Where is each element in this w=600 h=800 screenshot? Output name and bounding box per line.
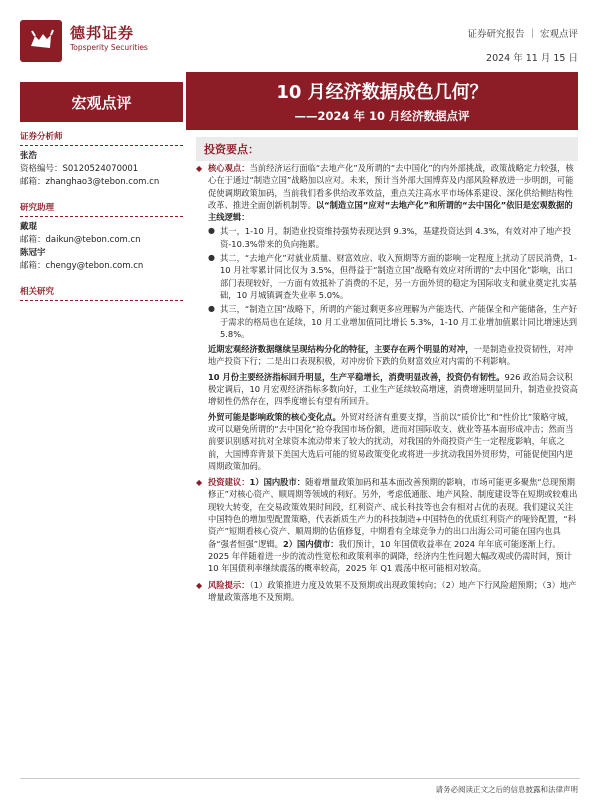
risk-text: （1）政策推进力度及效果不及预期或出现政策转向；（2）地产下行风险超预期；（3）地产增量政策落地不及预期。 <box>208 579 577 602</box>
footer-divider <box>20 778 580 779</box>
paragraph-text: 一是制造业投资韧性，对冲地产投资下行；二是出口表现积极，对冲房价下跌的负财富效应对内需的不利影响。 <box>208 344 574 367</box>
paragraph-text: 926 政治局会议积极定调后，10 月宏观经济指标多数向好，工业生产延续较高增速，消费增速明显回升，制造业投资高增韧性仍然存在，四季度增长有望有所回升。 <box>208 371 578 407</box>
assistant-name: 陈冠宇 <box>20 248 46 258</box>
report-date: 2024 年 11 月 15 日 <box>486 53 578 64</box>
assistant-heading: 研究助理 <box>20 197 183 217</box>
company-logo <box>20 20 62 62</box>
list-item <box>208 225 578 250</box>
analyst-heading: 证券分析师 <box>20 126 183 146</box>
core-label: 核心观点： <box>208 163 250 173</box>
document-type: 证券研究报告 ｜ 宏观点评 <box>467 29 578 40</box>
dot-bullet-icon: ● <box>208 226 215 236</box>
risk-label: 风险提示： <box>208 579 250 590</box>
paragraph-lead: 近期宏观经济数据继续呈现结构分化的特征，主要存在两个明显的对冲， <box>208 344 474 355</box>
report-subtitle: ——2024 年 10 月经济数据点评 <box>294 109 470 123</box>
paragraph-text: 外贸对经济有重要支撑，当前以“质价比”和“性价比”策略守城，或可以避免所谓的“去中国化”抢夺我国市场份额，进而对国际收支、就业等基本面形成冲击；然而当前要识别感对抗对全球资本流动带来了较大的扰动，对我国的外商投资产生一定程度影响，年底之前，大国博弈背景下美国大选后可能的贸易政策变化或将进一步扰动我国外贸形势，可能促使国内逆周期政策加码。 <box>208 411 574 471</box>
invest-text: 随着增量政策加码和基本面改善预期的影响，市场可能更多聚焦“总现预期修正”对核心资产、顺周期等领域的利好。另外，考虑低通胀、地产风险、制度建设等在短期或较难出现较大转变，在交易政策效果时间段，红利资产、成长科技等也会有相对占优的表现。我们建议关注中国特色的增加型配置策略，代表新质生产力的科技制造+中国特色的优质红利资产的哑铃配置，“科资产”短期看核心资产、顺周期的估值修复，中期看有全球竞争力的出口出海公司可能在国内也具备“强者恒强”逻辑。 <box>208 477 578 549</box>
risk-warning <box>196 579 578 604</box>
brand-name-en: Topsperity Securities <box>70 43 148 52</box>
main-content <box>196 160 578 603</box>
diamond-bullet-icon: ◆ <box>196 164 203 173</box>
investment-advice <box>196 476 578 574</box>
paragraph <box>208 343 578 368</box>
invest-item-label: 1）国内股市： <box>249 477 306 488</box>
diamond-bullet-icon: ◆ <box>196 478 203 488</box>
page-header <box>0 0 600 82</box>
assistant-email[interactable]: 邮箱：chengy@tebon.com.cn <box>20 261 144 271</box>
paragraph <box>208 411 578 472</box>
list-item-text: 其三，“制造立国”战略下，所谓的产能过剩更多应理解为产能迭代、产能保全和产能储备，生产好于需求的格局也在延续，10 月工业增加值同比增长 5.3%，1-10 月工业增加值累计同比增速达到 5.8%。 <box>220 304 578 339</box>
invest-text: 我们预计，10 年国债收益率在 2024 年年底可能逐渐上行。2025 年伴随着进一步的流动性宽松和政策利率的调降，经济内生性问题大幅改观或仍需时间，预计 10 年国债利率继续震荡的概率较高，2025 年 Q1 震荡中枢可能相对较高。 <box>208 538 572 574</box>
section-heading: 投资要点： <box>196 137 578 161</box>
diamond-bullet-icon: ◆ <box>196 580 203 590</box>
paragraph-lead: 10 月份主要经济指标回升明显，生产平稳增长，消费明显改善，投资仍有韧性。 <box>208 371 505 382</box>
core-bold: 以“制造立国”应对“去地产化”和所谓的“去中国化”依旧是宏观数据的主线逻辑： <box>208 199 573 223</box>
dot-bullet-icon: ● <box>208 253 215 263</box>
assistant-email[interactable]: 邮箱：daikun@tebon.com.cn <box>20 235 141 245</box>
sidebar <box>20 122 183 301</box>
list-item <box>208 252 578 301</box>
analyst-cert: 资格编号：S0120524070001 <box>20 164 139 174</box>
brand-name: 德邦证券 <box>70 24 135 42</box>
bull-icon <box>26 26 56 56</box>
assistant-name: 戴琨 <box>20 222 38 232</box>
invest-item-label: 2）国内债市： <box>282 538 339 549</box>
core-text: 当前经济运行面临“去地产化”及所谓的“去中国化”的内外部挑战，政策战略定力较强，核心在于通过“制造立国”战略加以应对。未来，预计当外部大国博弈及内部风险释放进一步明朗，可能促使调期政策加码，当前我们看多供给改革效益，重点关注高水平市场体系建设、深化供给侧结构性改革、推进全面创新机制等。 <box>208 163 574 210</box>
core-view <box>196 162 578 223</box>
report-title: 10 月经济数据成色几何？ <box>276 82 488 103</box>
analyst-email[interactable]: 邮箱：zhanghao3@tebon.com.cn <box>20 177 160 187</box>
dot-bullet-icon: ● <box>208 304 215 314</box>
category-band: 宏观点评 <box>20 82 183 122</box>
footer-disclaimer: 请务必阅读正文之后的信息披露和法律声明 <box>435 785 578 794</box>
invest-label: 投资建议： <box>208 477 250 488</box>
analyst-name: 张浩 <box>20 151 38 161</box>
list-item-text: 其一，1-10 月，制造业投资维持强势表现达到 9.3%，基建投资达到 4.3%，有效对冲了地产投资-10.3%带来的负向拖累。 <box>220 226 571 249</box>
related-research-heading: 相关研究 <box>20 281 183 301</box>
list-item-text: 其二，“去地产化”对就业质量、财富效应、收入预期等方面的影响一定程度上扰动了居民消费，1-10 月社零累计同比仅为 3.5%，但得益于“制造立国”战略有效应对所谓的“去中国化”影响，出口部门表现较好，一方面有效抵补了消费的不足，另一方面外贸的稳定为国际收支和就业奠定扎实基础，10 月城镇调查失业率 5.0%。 <box>220 253 578 300</box>
list-item <box>208 303 578 340</box>
title-band <box>186 72 578 130</box>
paragraph-lead: 外贸可能是影响政策的核心变化点。 <box>208 411 341 422</box>
paragraph <box>208 371 578 408</box>
